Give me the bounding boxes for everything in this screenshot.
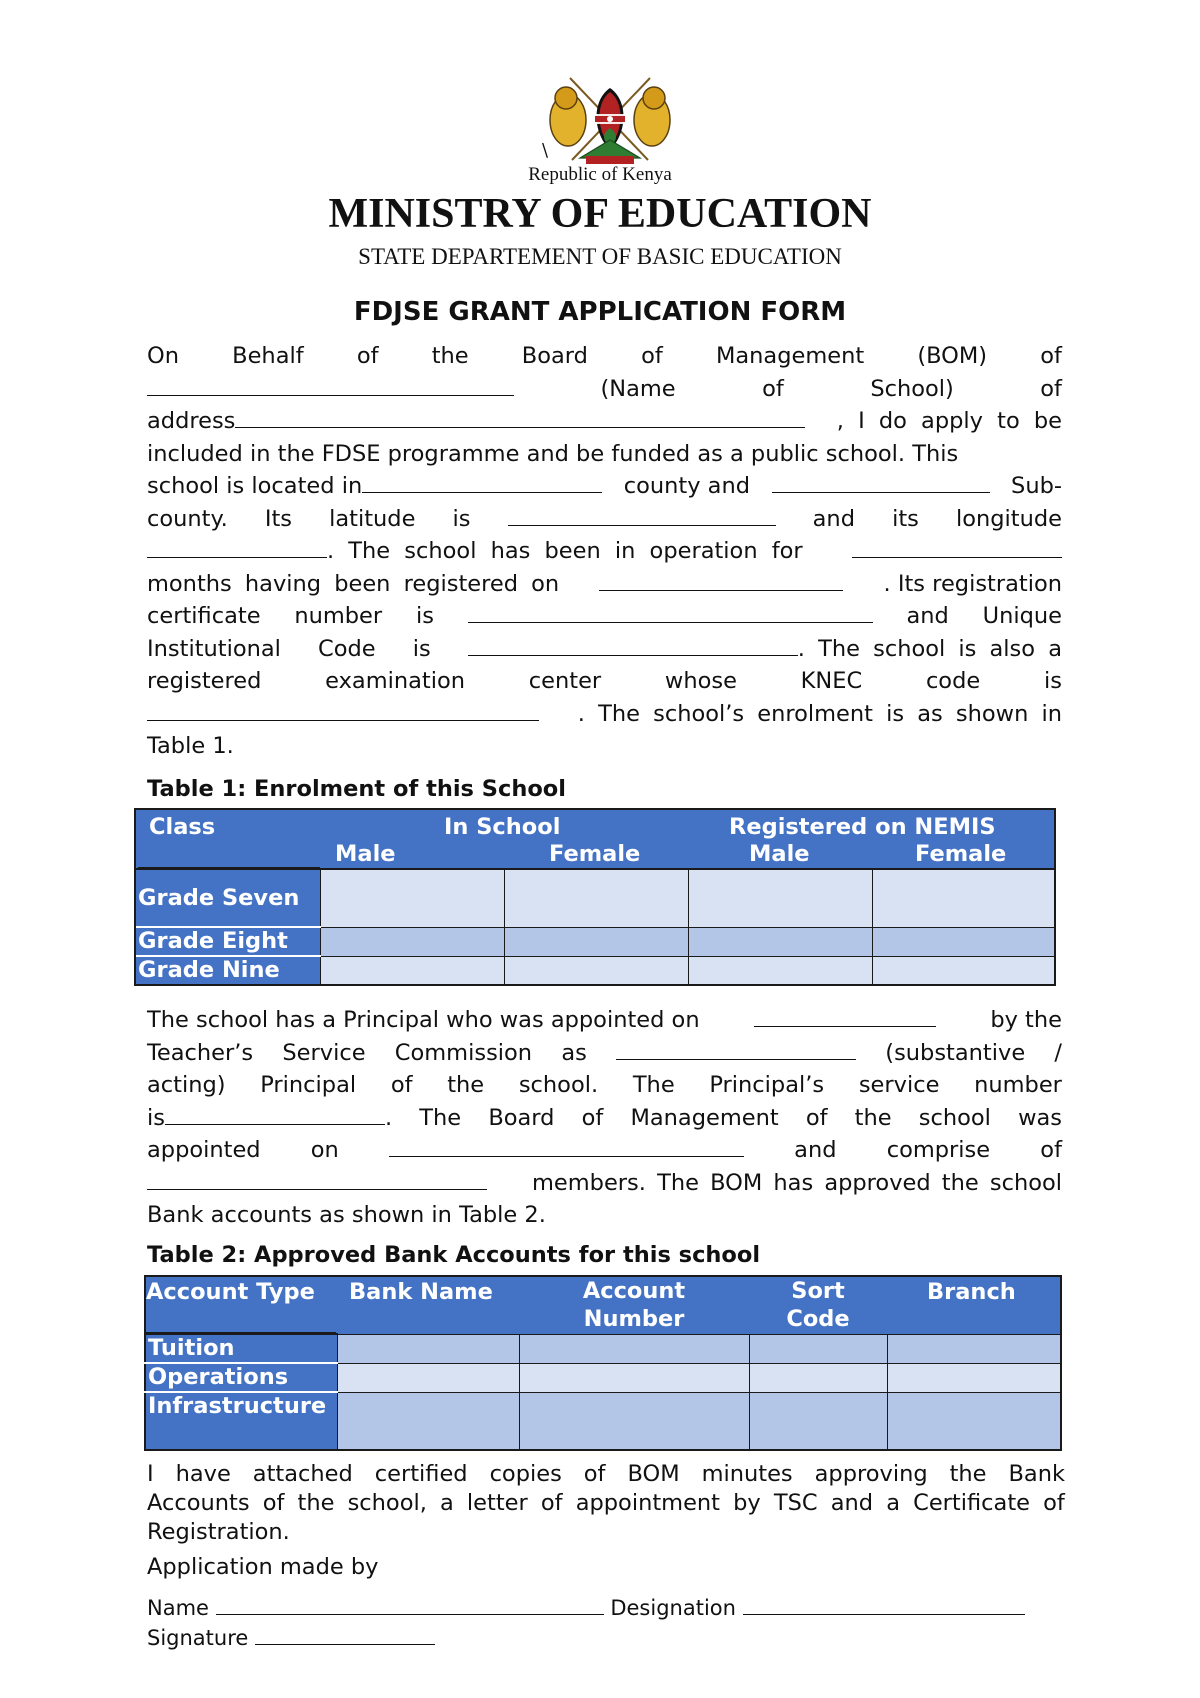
address-field[interactable] <box>235 405 805 428</box>
crest-mark: \ <box>542 140 549 161</box>
paragraph-line: appointed on and comprise of <box>147 1134 1062 1167</box>
name-label: Name <box>147 1596 209 1620</box>
paragraph-line: Table 1. <box>147 733 234 759</box>
knec-code-field[interactable] <box>147 698 539 721</box>
longitude-field[interactable] <box>147 535 327 558</box>
republic-label: Republic of Kenya <box>528 164 672 185</box>
paragraph-line: Accounts of the school, a letter of appointment by TSC and a Certificate of <box>147 1490 1065 1516</box>
in-school-male-header: Male <box>335 841 396 867</box>
paragraph-line: registered examination center whose KNEC code is <box>147 668 1062 694</box>
signature-field[interactable] <box>255 1626 435 1645</box>
row-label: Tuition <box>145 1334 337 1363</box>
enrolment-cell[interactable] <box>872 927 1055 956</box>
row-label: Grade Seven <box>135 869 320 927</box>
name-field[interactable] <box>216 1596 604 1615</box>
bank-accounts-table <box>144 1275 1062 1451</box>
form-title: FDJSE GRANT APPLICATION FORM <box>353 297 847 327</box>
bank-cell[interactable] <box>749 1334 887 1363</box>
attachments-paragraph <box>147 1460 1065 1547</box>
enrolment-cell[interactable] <box>872 869 1055 927</box>
paragraph-line: . The school has been in operation for <box>147 535 1062 568</box>
row-label: Operations <box>145 1363 337 1392</box>
paragraph-line: (Name of School) of <box>147 373 1062 406</box>
bank-cell[interactable] <box>519 1334 749 1363</box>
signature-label: Signature <box>147 1626 249 1650</box>
paragraph-line: months having been registered on . Its registration <box>147 568 1062 601</box>
school-name-field[interactable] <box>147 373 514 396</box>
sort-code-header: Sort Code <box>749 1276 887 1334</box>
bank-cell[interactable] <box>337 1363 519 1392</box>
table1-caption: Table 1: Enrolment of this School <box>147 776 566 802</box>
paragraph-line: Institutional Code is . The school is also a <box>147 633 1062 666</box>
principal-paragraph <box>147 1004 1062 1232</box>
paragraph-line: Registration. <box>147 1519 290 1545</box>
principal-appointed-date-field[interactable] <box>754 1004 936 1027</box>
institutional-code-field[interactable] <box>468 633 798 656</box>
enrolment-cell[interactable] <box>504 869 688 927</box>
enrolment-cell[interactable] <box>688 927 872 956</box>
row-label: Grade Nine <box>135 956 320 985</box>
department-title: STATE DEPARTEMENT OF BASIC EDUCATION <box>358 244 842 269</box>
enrolment-cell[interactable] <box>688 956 872 985</box>
principal-status-field[interactable] <box>616 1037 856 1060</box>
paragraph-line: I have attached certified copies of BOM minutes approving the Bank <box>147 1461 1065 1487</box>
latitude-field[interactable] <box>508 503 776 526</box>
months-operation-field[interactable] <box>852 535 1062 558</box>
application-paragraph <box>147 340 1062 763</box>
table-row <box>135 956 1055 985</box>
enrolment-cell[interactable] <box>320 927 504 956</box>
bom-appointed-date-field[interactable] <box>389 1134 744 1157</box>
table-row <box>145 1334 1061 1363</box>
enrolment-cell[interactable] <box>504 927 688 956</box>
county-field[interactable] <box>362 470 602 493</box>
sub-county-field[interactable] <box>772 470 990 493</box>
paragraph-line: included in the FDSE programme and be funded as a public school. This <box>147 440 959 467</box>
bank-cell[interactable] <box>887 1392 1061 1450</box>
enrolment-cell[interactable] <box>320 956 504 985</box>
paragraph-line: school is located in county and Sub- <box>147 470 1062 503</box>
enrolment-cell[interactable] <box>872 956 1055 985</box>
enrolment-cell[interactable] <box>320 869 504 927</box>
table-row <box>145 1392 1061 1450</box>
enrolment-cell[interactable] <box>688 869 872 927</box>
paragraph-line: Teacher’s Service Commission as (substantive / <box>147 1037 1062 1070</box>
paragraph-line: certificate number is and Unique <box>147 600 1062 633</box>
bank-name-header: Bank Name <box>337 1276 519 1334</box>
branch-header: Branch <box>887 1276 1061 1334</box>
paragraph-line: is . The Board of Management of the school was <box>147 1102 1062 1135</box>
class-header: Class <box>149 814 216 840</box>
paragraph-line: members. The BOM has approved the school <box>147 1167 1062 1200</box>
paragraph-line: county. Its latitude is and its longitude <box>147 503 1062 536</box>
paragraph-line: Bank accounts as shown in Table 2. <box>147 1202 546 1228</box>
in-school-female-header: Female <box>549 841 641 867</box>
nemis-female-header: Female <box>915 841 1007 867</box>
row-label: Infrastructure <box>145 1392 337 1450</box>
nemis-header: Registered on NEMIS <box>729 814 996 840</box>
account-number-header: Account Number <box>519 1276 749 1334</box>
paragraph-line: acting) Principal of the school. The Principal’s service number <box>147 1072 1062 1098</box>
in-school-header: In School <box>444 814 561 840</box>
paragraph-line: address , I do apply to be <box>147 405 1062 438</box>
registration-date-field[interactable] <box>599 568 843 591</box>
designation-field[interactable] <box>743 1596 1025 1615</box>
enrolment-cell[interactable] <box>504 956 688 985</box>
table-row <box>135 869 1055 927</box>
nemis-male-header: Male <box>749 841 810 867</box>
bank-cell[interactable] <box>749 1392 887 1450</box>
bank-cell[interactable] <box>337 1392 519 1450</box>
paragraph-line: On Behalf of the Board of Management (BOM) of <box>147 343 1062 369</box>
kenya-coat-of-arms-icon <box>540 70 680 170</box>
bank-cell[interactable] <box>887 1334 1061 1363</box>
name-row <box>147 1596 1025 1620</box>
service-number-field[interactable] <box>165 1102 385 1125</box>
table-row <box>135 927 1055 956</box>
paragraph-line: The school has a Principal who was appointed on by the <box>147 1004 1062 1037</box>
designation-label: Designation <box>610 1596 736 1620</box>
application-made-by: Application made by <box>147 1554 379 1580</box>
certificate-number-field[interactable] <box>468 600 873 623</box>
bank-cell[interactable] <box>519 1392 749 1450</box>
bom-members-field[interactable] <box>147 1167 487 1190</box>
row-label: Grade Eight <box>135 927 320 956</box>
bank-cell[interactable] <box>887 1363 1061 1392</box>
signature-row <box>147 1626 435 1650</box>
bank-cell[interactable] <box>519 1363 749 1392</box>
table-row <box>145 1363 1061 1392</box>
bank-cell[interactable] <box>749 1363 887 1392</box>
table2-caption: Table 2: Approved Bank Accounts for this school <box>147 1242 761 1268</box>
enrolment-table <box>134 808 1056 986</box>
paragraph-line: . The school’s enrolment is as shown in <box>147 698 1062 731</box>
bank-cell[interactable] <box>337 1334 519 1363</box>
account-type-header: Account Type <box>146 1279 315 1305</box>
ministry-title: MINISTRY OF EDUCATION <box>328 191 872 237</box>
